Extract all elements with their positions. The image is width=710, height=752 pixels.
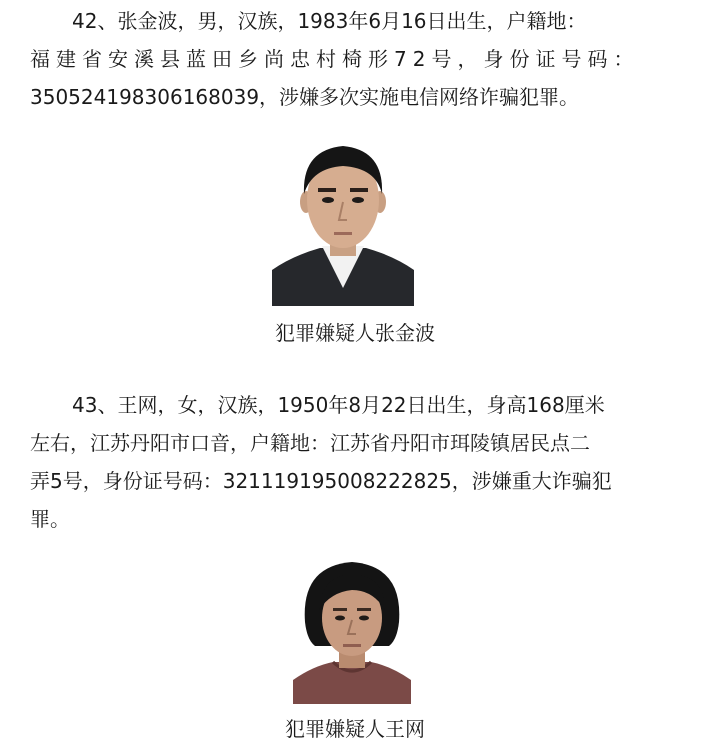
entry-43-line-4: 罪。: [30, 507, 70, 531]
entry-42-text: [30, 2, 680, 116]
entry-43-line-1: 43、王网，女，汉族，1950年8月22日出生，身高168厘米: [72, 393, 605, 417]
caption-wang-wang: 犯罪嫌疑人王网: [285, 717, 425, 741]
caption-zhang-jinbo: 犯罪嫌疑人张金波: [275, 321, 435, 345]
entry-42-line-2: 福建省安溪县蓝田乡尚忠村椅形72号，身份证号码：: [30, 47, 640, 71]
entry-42-line-3: 350524198306168039，涉嫌多次实施电信网络诈骗犯罪。: [30, 85, 580, 109]
entry-43-text: [30, 386, 680, 538]
suspect-photo-wang-wang: [293, 556, 411, 704]
entry-42-line-1: 42、张金波，男，汉族，1983年6月16日出生，户籍地：: [72, 9, 587, 33]
entry-43-line-3: 弄5号，身份证号码：321119195008222825，涉嫌重大诈骗犯: [30, 469, 612, 493]
entry-43-line-2: 左右，江苏丹阳市口音，户籍地：江苏省丹阳市珥陵镇居民点二: [30, 431, 590, 455]
suspect-photo-zhang-jinbo: [272, 138, 414, 306]
